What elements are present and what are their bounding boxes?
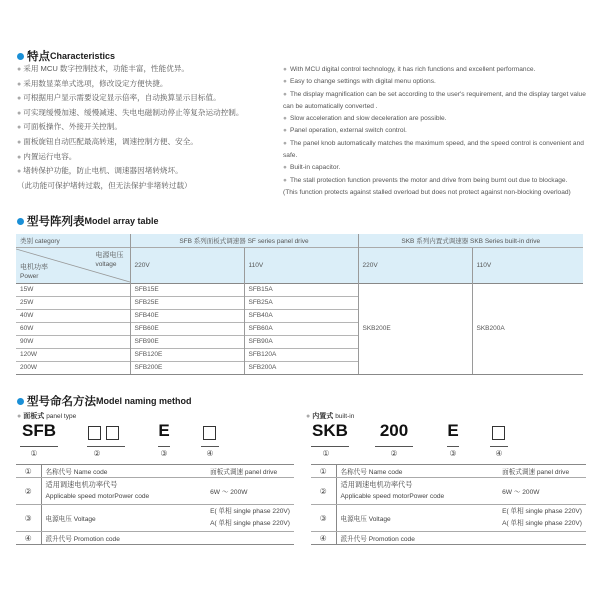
bullet-icon: ● <box>283 164 287 172</box>
feature-item: ● 采用 MCU 数字控制技术，功能丰富，性能优异。 <box>17 64 190 73</box>
bullet-icon: ● <box>283 139 287 147</box>
panel-code-name: SFB <box>22 421 56 440</box>
sfb-220v-header: 220V <box>130 247 244 283</box>
table-row: 90W SFB90E SFB90A <box>16 335 583 348</box>
placeholder-box <box>492 426 505 440</box>
feature-item: ● 内置运行电容。 <box>17 151 77 161</box>
underline <box>87 446 125 447</box>
table-row: 15W SFB15E SFB15A SKB200E SKB200A <box>16 283 583 296</box>
table-row: 60W SFB60E SFB60A <box>16 322 583 335</box>
builtin-naming-table <box>311 464 586 545</box>
feature-item: ● Panel operation, external switch control. <box>283 127 407 135</box>
table-row: 120W SFB120E SFB120A <box>16 348 583 361</box>
feature-item: ● The display magnification can be set according to the user's requirement, and the display target value can be automatically converted . <box>283 90 586 110</box>
feature-item: ● 可实现缓慢加速、缓慢减速、失电电磁制动停止等复杂运动控制。 <box>17 107 244 117</box>
placeholder-box <box>203 426 216 440</box>
voltage-label: 电源电压 voltage <box>95 251 124 268</box>
skb-110v-model: SKB200A <box>472 283 583 374</box>
bullet-icon: ● <box>283 66 287 73</box>
feature-item: ● The panel knob automatically matches the maximum speed, and the speed control is convenient and safe. <box>283 139 584 160</box>
bullet-icon: ● <box>17 66 22 73</box>
feature-item: ● The stall protection function prevents the motor and drive from being burnt out due to blockage. <box>283 176 568 184</box>
bullet-icon: ● <box>17 413 22 420</box>
bullet-icon: ● <box>283 90 287 98</box>
feature-note: （此功能可保护堵转过载，但无法保护非堵转过载） <box>17 180 192 190</box>
bullet-icon: ● <box>283 127 287 135</box>
builtin-type-label: ● 内置式 built-in <box>306 413 355 420</box>
placeholder-box <box>106 426 119 440</box>
bullet-icon: ● <box>17 138 22 146</box>
table-row: ① 名称代号 Name code 面板式调速 panel drive <box>16 465 294 478</box>
table-row: ④ 派升代号 Promotion code <box>311 532 586 545</box>
skb-220v-header: 220V <box>358 247 472 283</box>
skb-220v-model: SKB200E <box>358 283 472 374</box>
table-row: ② 适用调速电机功率代号 Applicable speed motorPower code 6W ～ 200W <box>311 478 586 505</box>
underline <box>311 446 349 447</box>
feature-item: ● Slow acceleration and slow deceleration are possible. <box>283 115 447 123</box>
panel-naming-table <box>16 464 294 545</box>
table-row: 25W SFB25E SFB25A <box>16 296 583 309</box>
feature-item: ● 面板旋钮自动匹配最高转速，调速控制方便、安全。 <box>17 136 198 146</box>
placeholder-box <box>88 426 101 440</box>
underline <box>20 446 58 447</box>
panel-type-label: ● 面板式 panel type <box>17 413 77 420</box>
sfb-series-header: SFB 系列面板式调速器 SF series panel drive <box>130 234 358 247</box>
feature-item: ● 可根据用户显示需要设定显示倍率，自动换算显示目标值。 <box>17 93 221 103</box>
table-row: 200W SFB200E SFB200A <box>16 361 583 374</box>
sfb-110v-header: 110V <box>244 247 358 283</box>
bullet-dot-icon <box>17 218 24 225</box>
feature-note: (This function protects against stalled overload but does not protect against non-blocking overload) <box>283 188 571 196</box>
feature-item: ● 堵转保护功能，防止电机、调速器因堵转烧坏。 <box>17 166 183 176</box>
table-row: ② 适用调速电机功率代号 Applicable speed motorPower code 6W ～ 200W <box>16 478 294 505</box>
bullet-icon: ● <box>17 168 22 176</box>
table-row: ① 名称代号 Name code 面板式调速 panel drive <box>311 465 586 478</box>
model-array-title: 型号阵列表 Model array table <box>17 213 159 229</box>
category-header: 类别 category <box>16 234 130 247</box>
bullet-icon: ● <box>306 413 311 420</box>
feature-item: ● Built-in capacitor. <box>283 164 341 172</box>
bullet-icon: ● <box>283 115 287 123</box>
power-label: 电机功率 Power <box>20 263 48 280</box>
underline <box>490 446 508 447</box>
bullet-icon: ● <box>17 109 22 117</box>
model-array-table <box>16 234 583 375</box>
underline <box>158 446 170 447</box>
feature-item: ● With MCU digital control technology, it has rich functions and excellent performance. <box>283 66 536 73</box>
builtin-code-power: 200 <box>379 421 409 440</box>
characteristics-title: 特点 Characteristics <box>17 48 115 64</box>
characteristics-list-cn <box>17 62 243 192</box>
table-row: ③ 电源电压 Voltage E( 单相 single phase 220V) A( 单相 single phase 220V) <box>16 505 294 532</box>
underline <box>375 446 413 447</box>
table-row: 40W SFB40E SFB40A <box>16 309 583 322</box>
bullet-dot-icon <box>17 53 24 60</box>
underline <box>447 446 459 447</box>
table-row: ④ 派升代号 Promotion code <box>16 532 294 545</box>
bullet-dot-icon <box>17 398 24 405</box>
bullet-icon: ● <box>17 124 22 132</box>
feature-item: ● 可面板操作、外接开关控制。 <box>17 122 122 132</box>
naming-method-title: 型号命名方法 Model naming method <box>17 393 192 409</box>
builtin-code-voltage: E <box>447 421 459 440</box>
characteristics-list-en <box>283 64 588 199</box>
panel-code-voltage: E <box>158 421 170 440</box>
diagonal-header-cell <box>16 247 130 283</box>
underline <box>201 446 219 447</box>
bullet-icon: ● <box>17 95 22 103</box>
bullet-icon: ● <box>17 153 22 161</box>
bullet-icon: ● <box>283 176 287 184</box>
bullet-icon: ● <box>17 80 22 88</box>
builtin-code-name: SKB <box>312 421 348 440</box>
table-row: ③ 电源电压 Voltage E( 单相 single phase 220V) A( 单相 single phase 220V) <box>311 505 586 532</box>
skb-series-header: SKB 系列内置式调速器 SKB Series built-in drive <box>358 234 583 247</box>
bullet-icon: ● <box>283 78 287 86</box>
feature-item: ● 采用数显菜单式选项，修改设定方便快捷。 <box>17 78 168 88</box>
skb-110v-header: 110V <box>472 247 583 283</box>
feature-item: ● Easy to change settings with digital menu options. <box>283 78 436 86</box>
